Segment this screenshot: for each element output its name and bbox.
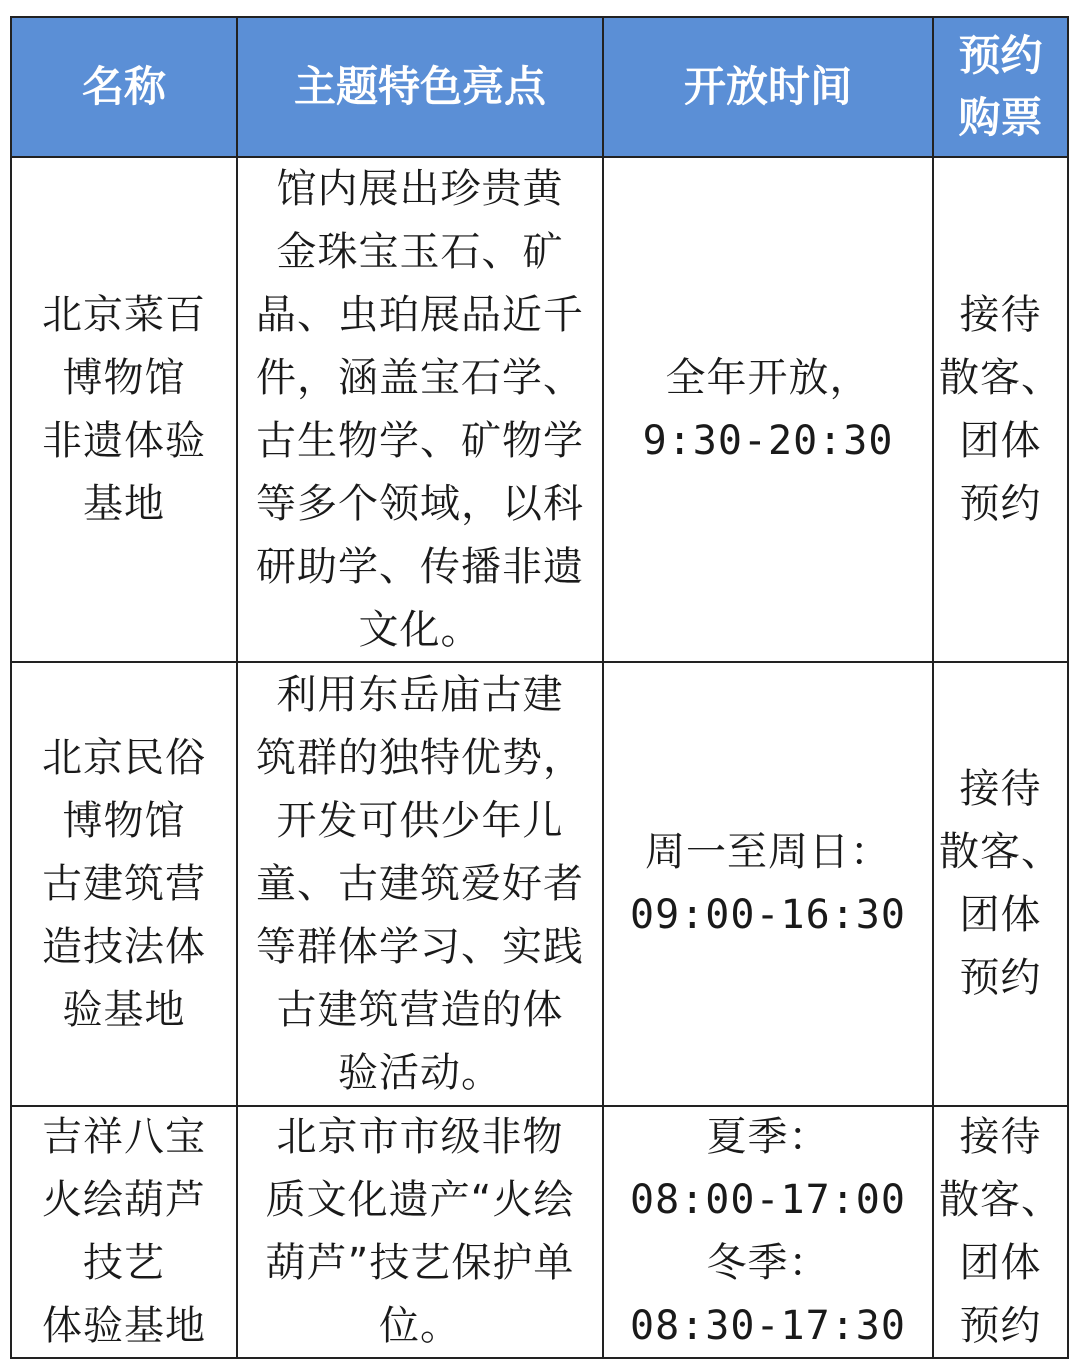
row-3-hours [604,1107,932,1357]
name-line: 博物馆 [62,354,186,401]
header-booking-line: 预约 [958,31,1043,80]
theme-line: 晶、虫珀展品近千 [256,291,584,338]
name-line: 非遗体验 [42,417,206,464]
row-3-name [12,1107,236,1357]
header-booking-line: 购票 [958,93,1043,142]
header-name-label: 名称 [81,62,166,111]
theme-line: 件，涵盖宝石学、 [256,354,584,401]
booking-line: 散客、 [939,1177,1062,1223]
booking-line: 散客、 [939,829,1062,875]
theme-line: 古生物学、矿物学 [256,417,584,464]
name-line: 北京菜百 [42,291,206,338]
header-booking [934,18,1067,156]
theme-line: 筑群的独特优势， [256,734,584,781]
booking-line: 散客、 [939,354,1062,401]
booking-line: 接待 [959,291,1042,338]
theme-line: 金珠宝玉石、矿 [276,228,564,275]
hours-line: 周一至周日： [645,829,891,875]
row-1-name [12,158,236,661]
row-3-booking [934,1107,1067,1357]
hours-line: 08:30-17:30 [630,1303,906,1349]
theme-line: 位。 [378,1303,461,1349]
header-theme [238,18,602,156]
schedule-table [10,16,1069,1359]
hours-line: 9:30-20:30 [642,417,894,464]
row-1-hours [604,158,932,661]
name-line: 造技法体 [42,923,206,970]
theme-line: 开发可供少年儿 [276,797,564,844]
header-name [12,18,236,156]
name-line: 吉祥八宝 [42,1114,206,1160]
theme-line: 童、古建筑爱好者 [256,860,584,907]
name-line: 基地 [83,480,165,527]
row-1-theme [238,158,602,661]
theme-line: 文化。 [358,606,482,653]
name-line: 验基地 [62,986,186,1033]
theme-line: 利用东岳庙古建 [276,671,564,718]
theme-line: 研助学、传播非遗 [256,543,584,590]
name-line: 古建筑营 [42,860,206,907]
header-hours-label: 开放时间 [683,62,852,111]
name-line: 火绘葫芦 [42,1177,206,1223]
hours-line: 全年开放， [665,354,871,401]
hours-line: 08:00-17:00 [630,1177,906,1223]
hours-line: 冬季： [706,1240,830,1286]
row-2-booking [934,663,1067,1105]
booking-line: 预约 [959,480,1042,527]
booking-line: 接待 [959,1114,1042,1160]
booking-line: 团体 [959,1240,1042,1286]
row-1-booking [934,158,1067,661]
name-line: 北京民俗 [42,734,206,781]
booking-line: 接待 [959,766,1042,812]
theme-line: 验活动。 [338,1049,502,1096]
header-hours [604,18,932,156]
hours-line: 09:00-16:30 [630,892,906,938]
theme-line: 葫芦”技艺保护单 [265,1240,575,1286]
row-2-theme [238,663,602,1105]
header-theme-label: 主题特色亮点 [293,62,546,111]
hours-line: 夏季： [706,1114,830,1160]
booking-line: 团体 [959,892,1042,938]
row-2-hours [604,663,932,1105]
theme-line: 馆内展出珍贵黄 [276,165,564,212]
name-line: 博物馆 [62,797,186,844]
theme-line: 等多个领域，以科 [256,480,584,527]
theme-line: 质文化遗产“火绘 [265,1177,575,1223]
booking-line: 预约 [959,955,1042,1001]
theme-line: 北京市市级非物 [276,1114,564,1160]
theme-line: 古建筑营造的体 [276,986,564,1033]
name-line: 体验基地 [42,1303,206,1349]
booking-line: 团体 [959,417,1042,464]
row-3-theme [238,1107,602,1357]
theme-line: 等群体学习、实践 [256,923,584,970]
name-line: 技艺 [83,1240,165,1286]
row-2-name [12,663,236,1105]
booking-line: 预约 [959,1303,1042,1349]
